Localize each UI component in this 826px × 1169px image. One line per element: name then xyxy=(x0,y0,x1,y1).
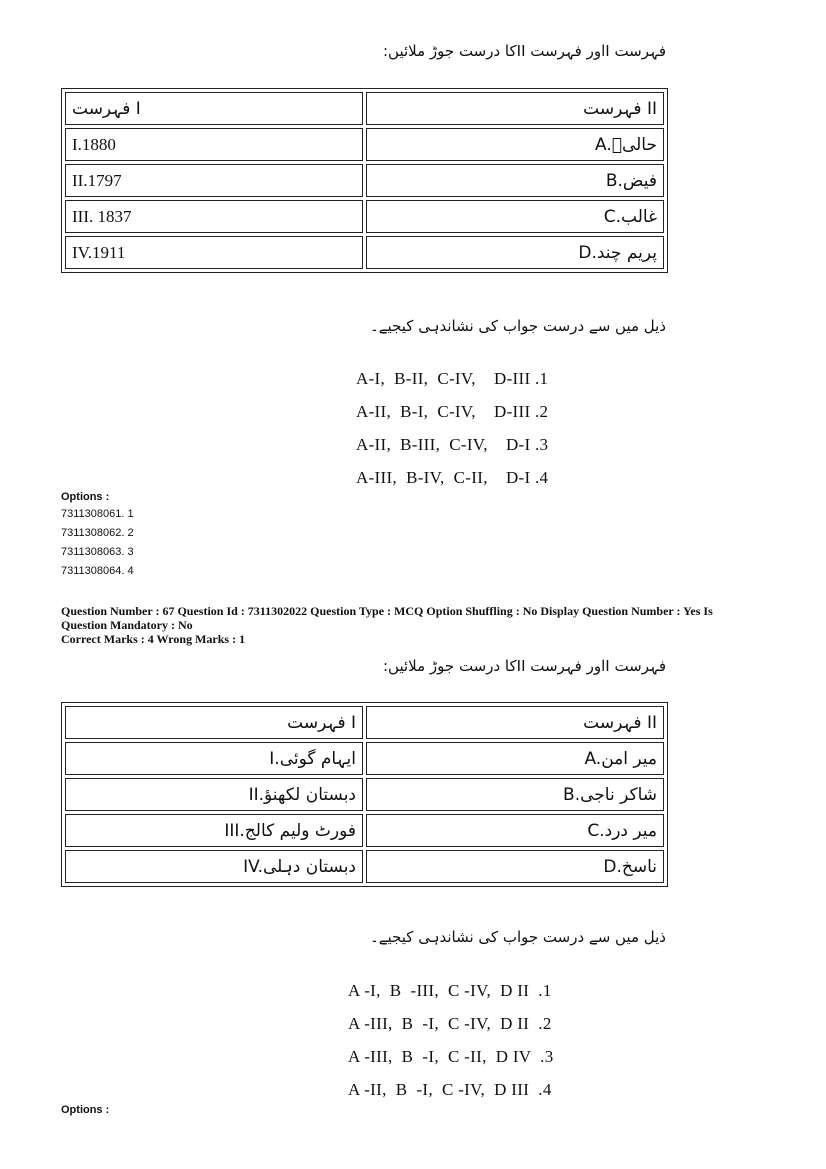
list-2-cell: B.فیض xyxy=(366,164,664,197)
q1-instruction: فہرست Iاور فہرست IIکا درست جوڑ ملائیں: xyxy=(382,42,666,60)
q1-select-prompt: ذیل میں سے درست جواب کی نشاندہی کیجیے۔ xyxy=(369,317,666,335)
table-header-row xyxy=(65,92,664,125)
table-row xyxy=(65,778,664,811)
list-1-cell: II.دبستان لکھنؤ xyxy=(65,778,363,811)
choice-item: A-I, B-II, C-IV, D-III .1 xyxy=(356,369,549,388)
q1-choices xyxy=(356,362,548,494)
list-2-cell: C.میر درد xyxy=(366,814,664,847)
table-row xyxy=(65,850,664,883)
options-label: Options : xyxy=(61,491,110,503)
table-row xyxy=(65,200,664,233)
list-2-cell: C.غالب xyxy=(366,200,664,233)
list-1-cell: IV.دبستان دہلی xyxy=(65,850,363,883)
table-row xyxy=(65,164,664,197)
header-list-1: فہرست I xyxy=(65,92,363,125)
table-row xyxy=(65,128,664,161)
marks-line: Correct Marks : 4 Wrong Marks : 1 xyxy=(61,632,246,646)
q1-options-list xyxy=(61,505,134,581)
choice-item: A -II, B -I, C -IV, D III .4 xyxy=(348,1080,552,1099)
list-2-cell: A.حالیؔ xyxy=(366,128,664,161)
q1-match-table xyxy=(61,88,668,273)
list-2-cell: D.ناسخ xyxy=(366,850,664,883)
choice-item: A-II, B-I, C-IV, D-III .2 xyxy=(356,402,549,421)
table-header-row xyxy=(65,706,664,739)
q2-choices xyxy=(348,974,554,1106)
choice-item: A-II, B-III, C-IV, D-I .3 xyxy=(356,435,549,454)
q2-match-table xyxy=(61,702,668,887)
option-item: 7311308063. 3 xyxy=(61,546,134,558)
header-list-2: فہرست II xyxy=(366,706,664,739)
option-item: 7311308061. 1 xyxy=(61,508,134,520)
list-2-cell: B.شاکر ناجی xyxy=(366,778,664,811)
list-1-cell: II.1797 xyxy=(65,164,363,197)
list-1-cell: I.1880 xyxy=(65,128,363,161)
list-1-cell: III.فورٹ ولیم کالج xyxy=(65,814,363,847)
q2-instruction: فہرست Iاور فہرست IIکا درست جوڑ ملائیں: xyxy=(382,657,666,675)
choice-item: A -III, B -I, C -IV, D II .2 xyxy=(348,1014,552,1033)
header-list-1: فہرست I xyxy=(65,706,363,739)
header-list-2: فہرست II xyxy=(366,92,664,125)
list-1-cell: I.ایہام گوئی xyxy=(65,742,363,775)
list-1-cell: IV.1911 xyxy=(65,236,363,269)
table-row xyxy=(65,236,664,269)
choice-item: A-III, B-IV, C-II, D-I .4 xyxy=(356,468,549,487)
q2-select-prompt: ذیل میں سے درست جواب کی نشاندہی کیجیے۔ xyxy=(369,928,666,946)
table-row xyxy=(65,742,664,775)
list-2-cell: A.میر امن xyxy=(366,742,664,775)
q2-meta xyxy=(61,604,761,646)
list-1-cell: III. 1837 xyxy=(65,200,363,233)
list-2-cell: D.پریم چند xyxy=(366,236,664,269)
choice-item: A -III, B -I, C -II, D IV .3 xyxy=(348,1047,554,1066)
choice-item: A -I, B -III, C -IV, D II .1 xyxy=(348,981,552,1000)
options-label: Options : xyxy=(61,1104,110,1116)
option-item: 7311308064. 4 xyxy=(61,565,134,577)
option-item: 7311308062. 2 xyxy=(61,527,134,539)
table-row xyxy=(65,814,664,847)
question-meta-line: Question Number : 67 Question Id : 7311302022 Question Type : MCQ Option Shuffling : No Display Question Number : Yes Is Question Mandatory : No xyxy=(61,604,713,632)
